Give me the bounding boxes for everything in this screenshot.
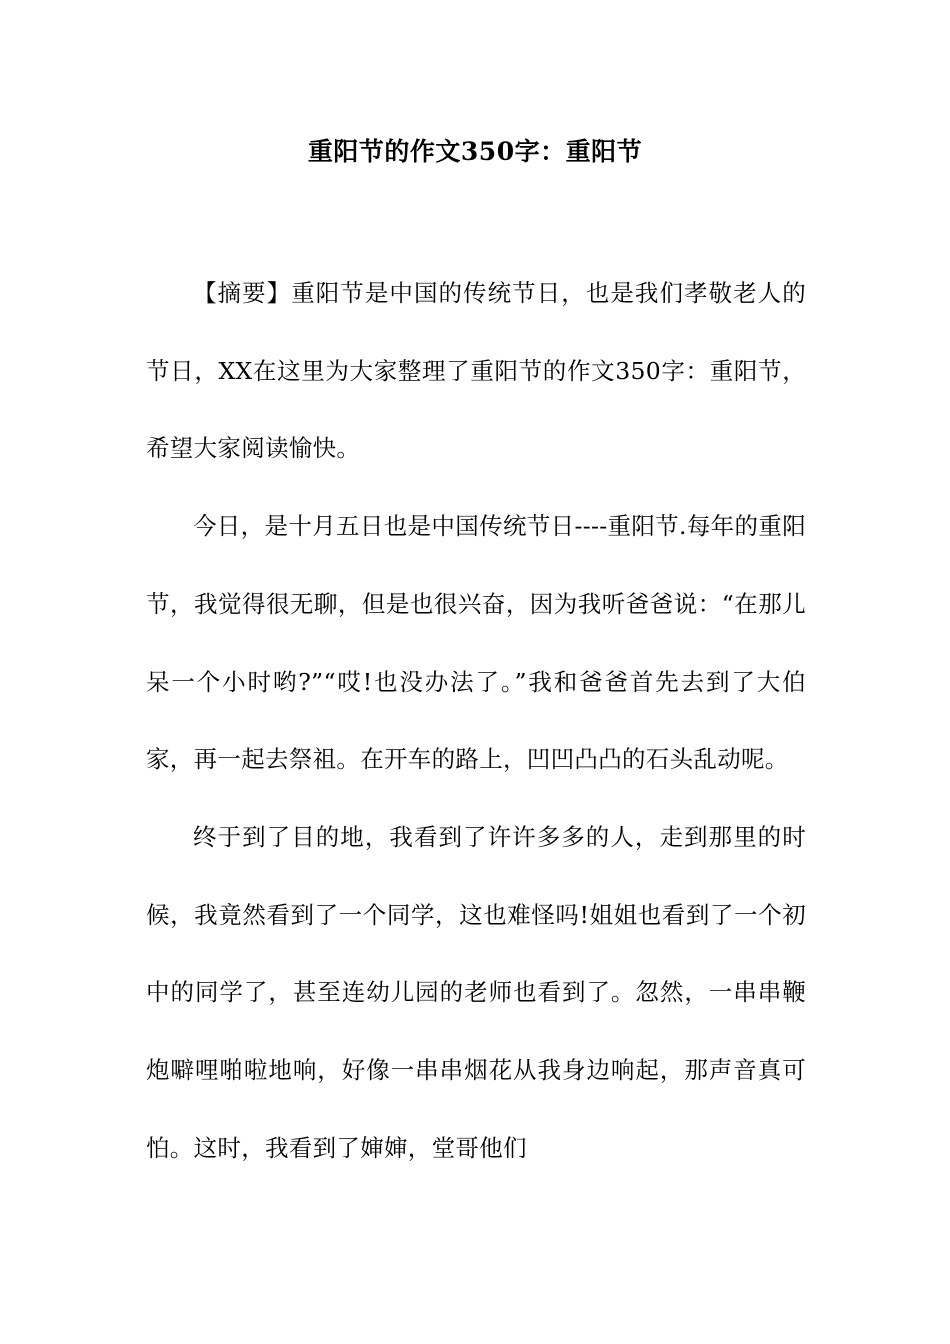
- document-title: 重阳节的作文350字：重阳节: [307, 137, 643, 166]
- paragraph-2: 终于到了目的地，我看到了许许多多的人，走到那里的时候，我竟然看到了一个同学，这也难怪吗!姐姐也看到了一个初中的同学了，甚至连幼儿园的老师也看到了。忽然，一串串鞭炮噼哩啪啦地响，好像一串串烟花从我身边响起，那声音真可怕。这时，我看到了婶婶，堂哥他们: [146, 822, 806, 1162]
- paragraph-abstract: 【摘要】重阳节是中国的传统节日，也是我们孝敬老人的节日，XX在这里为大家整理了重阳节的作文350字：重阳节，希望大家阅读愉快。: [146, 279, 806, 463]
- paragraph-1: 今日，是十月五日也是中国传统节日----重阳节.每年的重阳节，我觉得很无聊，但是也很兴奋，因为我听爸爸说：“在那儿呆一个小时哟?”“哎!也没办法了。”我和爸爸首先去到了大伯家，再一起去祭祖。在开车的路上，凹凹凸凸的石头乱动呢。: [146, 512, 806, 774]
- document-body: [146, 255, 806, 1187]
